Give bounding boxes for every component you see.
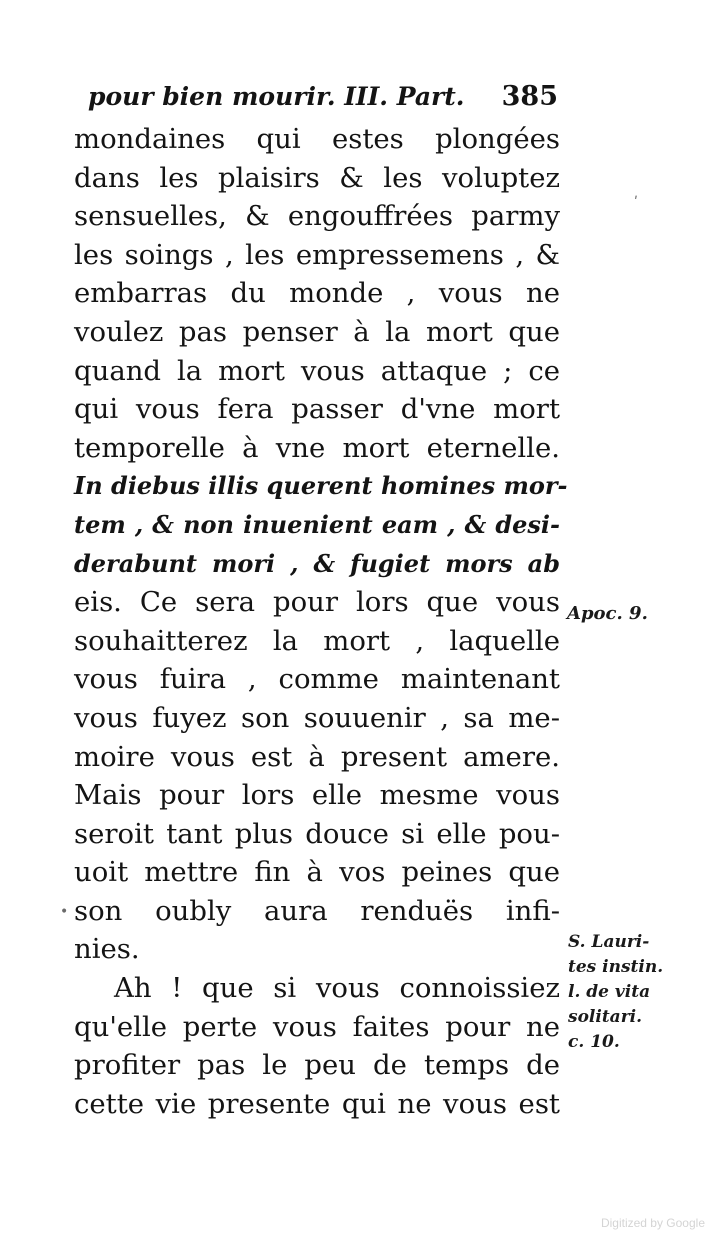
text-line: vous fuyez son souuenir , sa me- — [74, 701, 560, 734]
margin-note-line: solitari. — [568, 1007, 643, 1027]
page-number: 385 — [501, 81, 558, 112]
watermark: Digitized by Google — [600, 1216, 705, 1230]
text-line: qu'elle perte vous faites pour ne — [74, 1010, 560, 1043]
latin-quote-line: In diebus illis querent homines mor- — [74, 471, 568, 501]
text-line: Mais pour lors elle mesme vous — [74, 779, 560, 812]
text-line: les soings , les empressemens , & — [74, 238, 560, 271]
margin-note-line: tes instin. — [568, 957, 664, 977]
text-line: profiter pas le peu de temps de — [74, 1049, 560, 1082]
text-line: voulez pas penser à la mort que — [74, 315, 560, 348]
margin-note-line: l. de vita — [568, 982, 651, 1002]
margin-note-line: c. 10. — [568, 1032, 620, 1052]
ink-speck: ʹ — [634, 195, 638, 211]
text-line: sensuelles, & engouffrées parmy — [74, 200, 560, 233]
text-line: uoit mettre fin à vos peines que — [74, 856, 560, 889]
margin-note-line: S. Lauri- — [568, 932, 650, 952]
running-title: pour bien mourir. III. Part. — [88, 82, 465, 111]
text-line: dans les plaisirs & les voluptez — [74, 161, 560, 194]
running-head — [88, 78, 558, 116]
body-text — [74, 120, 568, 1123]
text-line: seroit tant plus douce si elle pou- — [74, 817, 560, 850]
text-line: souhaitterez la mort , laquelle — [74, 624, 560, 657]
paragraph-end-line: nies. — [74, 933, 140, 966]
text-line: cette vie presente qui ne vous est — [74, 1087, 560, 1120]
text-line: eis. Ce sera pour lors que vous — [74, 586, 560, 619]
text-line: mondaines qui estes plongées — [74, 123, 560, 155]
ink-speck: • — [60, 904, 69, 920]
latin-quote-line: derabunt mori , & fugiet mors ab — [74, 548, 560, 578]
text-line: son oubly aura renduës infi- — [74, 894, 560, 927]
text-line: qui vous fera passer d'vne mort — [74, 393, 560, 426]
text-line: embarras du monde , vous ne — [74, 277, 560, 310]
margin-note-apocalypse: Apoc. 9. — [567, 603, 648, 624]
latin-quote-line: tem , & non inuenient eam , & desi- — [74, 509, 560, 539]
text-line: temporelle à vne mort eternelle. — [74, 431, 560, 464]
paragraph-start-line: Ah ! que si vous connoissiez — [114, 972, 560, 1005]
text-line: vous fuira , comme maintenant — [74, 663, 560, 696]
text-line: quand la mort vous attaque ; ce — [74, 354, 560, 387]
margin-note-saint-laurent — [568, 930, 663, 1055]
text-line: moire vous est à present amere. — [74, 740, 560, 773]
